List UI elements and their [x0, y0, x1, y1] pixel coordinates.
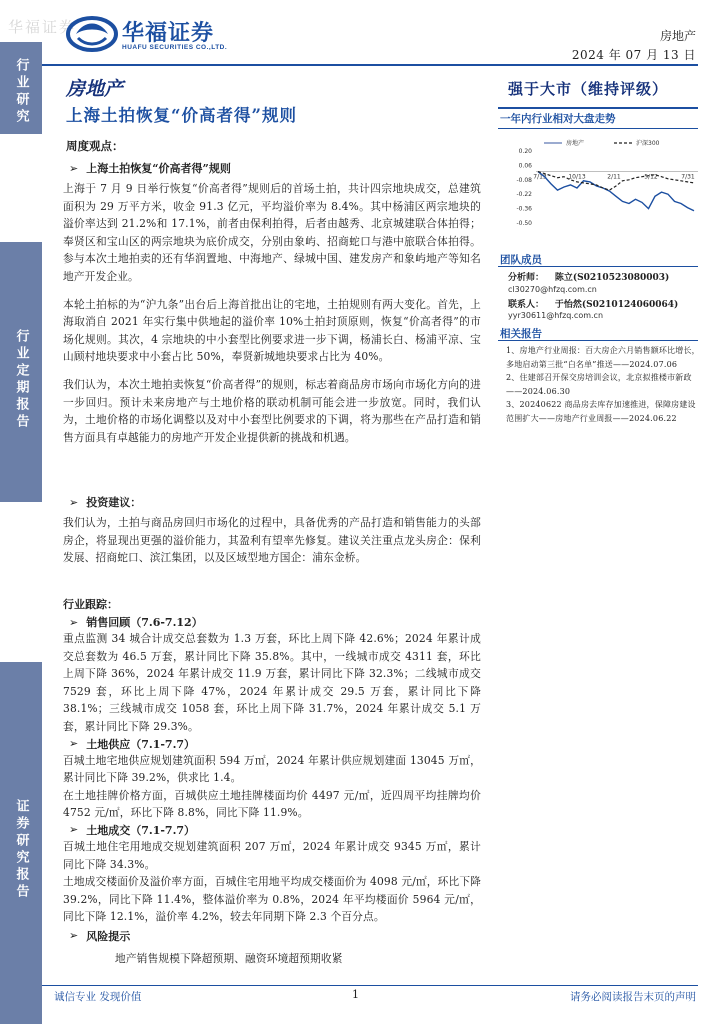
paragraph: 本轮土拍标的为“沪九条”出台后上海首批出让的宅地，土拍规则有两大变化。首先，上海取消自 2021 年实行集中供地起的溢价率 10%土拍封顶原则，恢复“价高者得”的市场化规则。其次，4 宗地块的中小套型比例要求进一步下调，杨浦长白、杨浦平凉、宝山顾村地块要求中小套占比 50%，奉贤新城地块要求占比为 40%。: [63, 297, 481, 364]
related-report-item[interactable]: 3、20240622 商品房去库存加速推进，保障房建设范围扩大——房地产行业周报——2024.06.22: [506, 400, 696, 423]
left-sidebar: [0, 0, 42, 1024]
logo-name-cn: 华福证券: [122, 21, 215, 46]
analyst-label: 分析师：: [508, 273, 545, 283]
paragraph: 百城土地宅地供应规划建筑面积 594 万㎡，2024 年累计供应规划建面 13045 万㎡，累计同比下降 39.2%，供求比 1.4。: [63, 753, 481, 785]
related-reports-list: [506, 344, 702, 426]
legend-label-sector: 房地产: [566, 140, 585, 147]
company-logo: [66, 14, 256, 58]
x-tick-label: 10/13: [568, 173, 586, 181]
y-tick-label: 0.06: [518, 162, 532, 170]
sidebar-tag-industry-research: [0, 42, 42, 134]
y-tick-label: -0.22: [516, 191, 532, 199]
y-tick-label: -0.36: [516, 205, 532, 213]
rating: 强于大市（维持评级）: [508, 80, 669, 98]
arrow-bullet-icon: ➢: [69, 929, 79, 943]
watermark: 华福证券: [8, 18, 77, 36]
section-industry-tracking: [63, 596, 481, 968]
chart-title: 一年内行业相对大盘走势: [500, 113, 616, 125]
header-date: 2024 年 07 月 13 日: [571, 48, 696, 62]
arrow-bullet-icon: ➢: [69, 495, 79, 509]
page-number: 1: [352, 988, 359, 1001]
paragraph: 上海于 7 月 9 日举行恢复“价高者得”规则后的首场土拍，共计四宗地块成交，总建筑面积为 29 万平方米，收金 91.3 亿元，平均溢价率为 8.4%。其中杨浦区两宗地块的溢价率达到 21.2%和 17.1%，前者由保利拍得，后者由越秀、北京城建联合体拍得；奉贤区和宝山区的两宗地块为底价成交，分别由象屿、招商蛇口与港中旅联合体拍得。参与本次土地拍卖的还有华润置地、中海地产、绿城中国、建发房产和象屿地产等知名地产开发企业。: [63, 182, 481, 283]
subsection-heading: [63, 822, 481, 838]
paragraph: 我们认为，本次土地拍卖恢复“价高者得”的规则，标志着商品房市场向市场化方向的进一步回归。预计未来房地产与土地价格的联动机制可能会进一步放宽。同时，我们认为，土地价格的市场化调整以及对中小套型比例要求的下调，将为那些在产品打造和销售方面具有卓越能力的房地产开发企业提供新的挑战和机遇。: [63, 377, 481, 444]
divider: [498, 107, 698, 109]
related-report-item[interactable]: 2、住建部召开保交房培训会议，北京拟推楼市新政——2024.06.30: [506, 373, 692, 396]
contact-row: [508, 297, 708, 310]
paragraph: 我们认为，土拍与商品房回归市场化的过程中，具备优秀的产品打造和销售能力的头部房企，将显现出更强的溢价能力，其盈利有望率先修复。建议关注重点龙头房企：保利发展、招商蛇口、滨江集团，以及区域型地方国企：浦东金桥。: [63, 516, 481, 565]
sidebar-tag-text: 行业定期报告: [13, 329, 29, 431]
risk-text: 地产销售规模下降超预期、融资环境超预期收紧: [115, 951, 343, 965]
header-sector: 房地产: [659, 29, 696, 43]
x-tick-label: 5/12: [644, 173, 658, 181]
contact-email[interactable]: yyr30611@hfzq.com.cn: [508, 311, 604, 320]
weekly-view-label: 周度观点：: [66, 139, 124, 153]
arrow-bullet-icon: ➢: [69, 161, 79, 175]
subsection-heading-text: 土地成交（7.1-7.7）: [86, 823, 196, 837]
section-heading: [63, 160, 481, 176]
footer-slogan: 诚信专业 发现价值: [54, 991, 142, 1003]
subsection-heading-text: 土地供应（7.1-7.7）: [86, 737, 196, 751]
paragraph: 百城土地住宅用地成交规划建筑面积 207 万㎡，2024 年累计成交 9345 万㎡，累计同比下降 34.3%。: [63, 839, 481, 871]
arrow-bullet-icon: ➢: [69, 823, 79, 837]
sidebar-tag-text: 证券研究报告: [13, 799, 29, 901]
footer-divider: [42, 985, 698, 986]
y-tick-label: -0.50: [516, 220, 532, 227]
analyst-email[interactable]: cl30270@hfzq.com.cn: [508, 285, 597, 294]
section-heading-text: 上海土拍恢复“价高者得”规则: [86, 162, 231, 175]
divider: [498, 340, 698, 341]
x-tick-label: 7/13: [533, 173, 547, 181]
relative-performance-chart: [500, 133, 700, 243]
report-category: 房地产: [66, 78, 124, 100]
y-tick-label: 0.20: [518, 148, 532, 155]
section-investment-advice: [63, 494, 481, 567]
x-tick-label: 2/11: [607, 173, 621, 181]
footer-disclaimer: 请务必阅读报告末页的声明: [570, 991, 696, 1003]
analyst-name: 陈立(S0210523080003): [554, 273, 670, 283]
logo-name-en: HUAFU SECURITIES CO.,LTD.: [122, 44, 228, 51]
paragraph: 土地成交楼面价及溢价率方面，百城住宅用地平均成交楼面价为 4098 元/㎡，环比下降 39.2%，同比下降 11.4%，整体溢价率为 0.8%，2024 年平均楼面价 5964 元/㎡，同比下降 12.1%，溢价率 4.2%，较去年同期下降 2.3 个百分点。: [63, 875, 481, 924]
legend-label-index: 沪深300: [636, 140, 660, 147]
sidebar-tag-periodic-report: [0, 242, 42, 502]
subsection-heading-text: 销售回顾（7.6-7.12）: [86, 616, 203, 629]
divider: [498, 128, 698, 129]
paragraph: 重点监测 34 城合计成交总套数为 1.3 万套，环比上周下降 42.6%；2024 年累计成交总套数为 46.5 万套，累计同比下降 35.8%。其中，一线城市成交 4311 套，环比上周下降 36%，2024 年累计成交 11.9 万套，累计同比下降 32.3%；二线城市成交 7529 套，环比上周下降 47%，2024 年累计成交 29.5 万套，累计同比下降 38.1%；三线城市成交 1058 套，环比上周下降 31.7%，2024 年累计成交 5.1 万套，累计同比下降 29.3%。: [63, 632, 481, 733]
arrow-bullet-icon: ➢: [69, 615, 79, 629]
subsection-heading: [63, 614, 481, 630]
header-divider: [42, 64, 698, 66]
subsection-heading: [63, 736, 481, 752]
tracking-heading: 行业跟踪：: [63, 598, 118, 611]
contact-label: 联系人：: [508, 300, 545, 310]
x-tick-label: 7/31: [681, 173, 695, 181]
section-heading-text: 投资建议：: [86, 496, 142, 509]
subsection-heading-text: 风险提示: [86, 929, 131, 943]
y-tick-label: -0.08: [516, 176, 532, 184]
section-heading: [63, 494, 481, 510]
contact-name: 于怡然(S0210124060064): [554, 300, 679, 310]
logo-mark-icon: [66, 14, 118, 54]
analyst-row: [508, 270, 708, 283]
arrow-bullet-icon: ➢: [69, 737, 79, 751]
sidebar-tag-securities-research: [0, 662, 42, 1024]
divider: [498, 266, 698, 267]
team-heading: 团队成员: [500, 254, 542, 266]
paragraph: 在土地挂牌价格方面，百城供应土地挂牌楼面均价 4497 元/㎡，近四周平均挂牌均价 4752 元/㎡，环比下降 8.8%，同比下降 11.9%。: [63, 788, 481, 820]
related-reports-heading: 相关报告: [500, 328, 542, 340]
section-land-auction: [63, 160, 481, 446]
subsection-heading: [63, 928, 481, 944]
related-report-item[interactable]: 1、房地产行业周报：百大房企六月销售额环比增长，多地启动第三批“白名单”推送——2024.07.06: [506, 346, 700, 369]
sidebar-tag-text: 行业研究: [13, 58, 29, 126]
report-title: 上海土拍恢复“价高者得”规则: [66, 106, 297, 125]
